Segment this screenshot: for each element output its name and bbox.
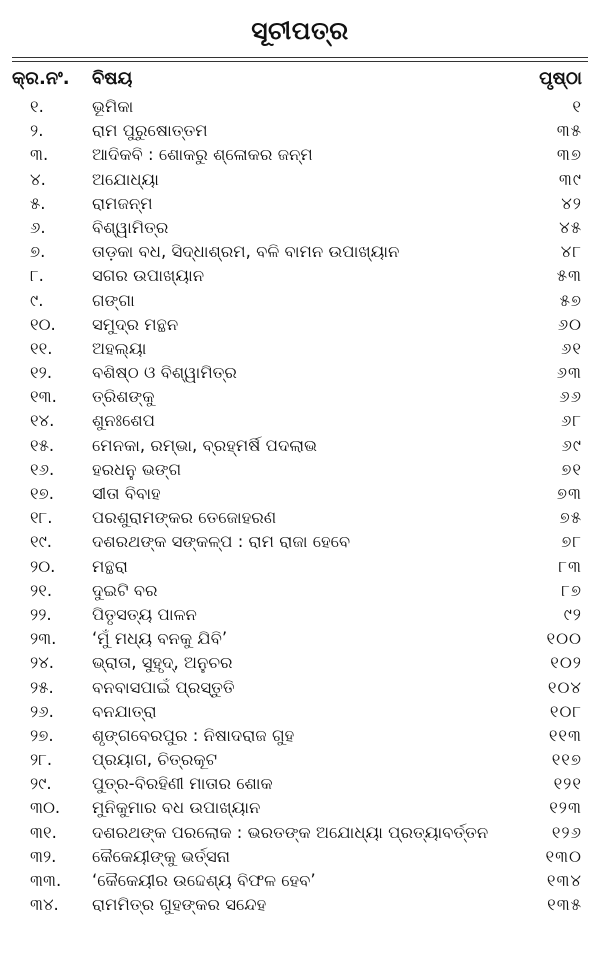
entry-page-number: ୧୧୭: [551, 750, 582, 770]
entry-number: ୨୬.: [30, 701, 54, 721]
entry-page-number: ୬୬: [559, 387, 582, 407]
contents-entry: [0, 869, 600, 893]
contents-entry: [0, 289, 600, 313]
entry-subject: ତ୍ରିଶଙ୍କୁ: [92, 387, 155, 407]
contents-entry: [0, 651, 600, 675]
entry-subject: ଦଶରଥଙ୍କ ପରଲୋକ : ଭରତଙ୍କ ଅଯୋଧ୍ୟା ପ୍ରତ୍ୟାବର୍ତ୍ତନ: [92, 822, 489, 842]
entry-number: ୩୧.: [30, 822, 57, 842]
entry-number: ୧୨.: [30, 363, 53, 383]
entry-number: ୧୭.: [30, 484, 54, 503]
contents-entry: [0, 555, 600, 579]
entry-page-number: ୧୦୮: [549, 701, 582, 721]
entry-page-number: ୧୩୦: [545, 846, 582, 866]
entry-number: ୪.: [30, 169, 46, 189]
contents-entry: [0, 95, 600, 119]
contents-entry: [0, 579, 600, 603]
header-page: ପୃଷ୍ଠା: [539, 68, 582, 89]
contents-entry: [0, 506, 600, 530]
contents-entry: [0, 361, 600, 385]
entry-page-number: ୭୩: [556, 484, 582, 503]
header-subject: ବିଷୟ: [92, 68, 133, 89]
entry-number: ୫.: [30, 193, 46, 213]
entry-subject: ସଗର ଉପାଖ୍ୟାନ: [92, 266, 205, 286]
entry-number: ୧୧.: [30, 338, 53, 358]
entry-number: ୩୦.: [30, 798, 61, 818]
contents-entry: [0, 676, 600, 700]
entry-number: ୨.: [30, 121, 44, 141]
contents-entry: [0, 240, 600, 264]
contents-entry: [0, 409, 600, 433]
entry-page-number: ୧୨୬: [551, 822, 582, 842]
entry-number: ୨୧.: [30, 580, 53, 600]
entry-subject: ରାମମିତ୍ର ଗୁହଙ୍କର ସନ୍ଦେହ: [92, 895, 267, 915]
contents-entry: [0, 627, 600, 651]
contents-entry: [0, 772, 600, 796]
contents-entry: [0, 796, 600, 820]
entry-subject: ଆଦିକବି : ଶୋକରୁ ଶ୍ଳୋକର ଜନ୍ମ: [92, 145, 313, 165]
entry-page-number: ୧: [572, 97, 582, 116]
entry-page-number: ୪୫: [559, 217, 582, 237]
contents-entry: [0, 482, 600, 506]
entry-number: ୨୨.: [30, 604, 52, 624]
entry-page-number: ୧୧୩: [548, 725, 582, 745]
contents-entry: [0, 748, 600, 772]
contents-entry: [0, 264, 600, 288]
entry-number: ୨୮.: [30, 750, 53, 770]
contents-entry: [0, 192, 600, 216]
entry-subject: ‘ମୁଁ ମଧ୍ୟ ବନକୁ ଯିବି’: [92, 629, 228, 649]
contents-entry: [0, 893, 600, 917]
entry-page-number: ୭୮: [561, 532, 582, 552]
entry-page-number: ୪୮: [560, 242, 582, 262]
contents-entry: [0, 313, 600, 337]
entry-page-number: ୬୯: [561, 435, 582, 455]
entry-subject: ବଶିଷ୍ଠ ଓ ବିଶ୍ୱାମିତ୍ର: [92, 363, 237, 383]
contents-entry: [0, 337, 600, 361]
entry-subject: ପ୍ରୟାଗ, ଚିତ୍ରକୂଟ: [92, 750, 218, 770]
entry-subject: ପରଶୁରାମଙ୍କର ତେଜୋହରଣ: [92, 508, 277, 528]
contents-entry: [0, 168, 600, 192]
entry-subject: ଭ୍ରାତା, ସୁହୃଦ୍, ଅନୁଚର: [92, 653, 233, 673]
entry-page-number: ୬୦: [557, 314, 582, 334]
entry-number: ୭.: [30, 242, 46, 262]
title-divider-bottom: [12, 61, 588, 62]
contents-entry: [0, 845, 600, 869]
entry-number: ୬.: [30, 217, 46, 237]
contents-entry: [0, 724, 600, 748]
entry-number: ୩୪.: [30, 895, 59, 915]
entry-subject: ‘କୈକେୟୀର ଉଦ୍ଦେଶ୍ୟ ବିଫଳ ହେବ’: [92, 871, 316, 890]
entry-page-number: ୬୩: [556, 363, 582, 383]
entry-page-number: ୮୭: [561, 580, 582, 600]
entry-page-number: ୧୨୩: [549, 798, 582, 818]
entry-page-number: ୧୩୫: [547, 895, 582, 915]
contents-entry: [0, 434, 600, 458]
contents-entry: [0, 119, 600, 143]
entry-subject: ବନବାସପାଇଁ ପ୍ରସ୍ତୁତି: [92, 677, 235, 697]
entry-page-number: ୧୦୪: [547, 677, 582, 697]
entry-page-number: ୯୨: [563, 604, 582, 624]
entry-subject: କୈକେୟୀଙ୍କୁ ଭର୍ତ୍ସନା: [92, 846, 231, 866]
entry-subject: ଅହଲ୍ୟା: [92, 338, 147, 358]
entry-number: ୧୮.: [30, 508, 53, 528]
table-header: [0, 66, 600, 96]
entry-subject: ବିଶ୍ୱାମିତ୍ର: [92, 217, 169, 237]
contents-entry: [0, 821, 600, 845]
entry-page-number: ୬୮: [561, 411, 582, 431]
entry-number: ୧୬.: [30, 459, 55, 479]
title-divider-top: [12, 57, 588, 58]
entry-number: ୯.: [30, 290, 44, 310]
entry-subject: ମନ୍ଥରା: [92, 556, 128, 576]
entry-subject: ରାମଜନ୍ମ: [92, 193, 153, 213]
entry-page-number: ୪୨: [561, 193, 582, 213]
entry-subject: ସୀତା ବିବାହ: [92, 484, 161, 503]
contents-entry: [0, 603, 600, 627]
entry-subject: ସମୁଦ୍ର ମନ୍ଥନ: [92, 314, 179, 334]
entry-subject: ଭୂମିକା: [92, 97, 134, 116]
entry-number: ୧୩.: [30, 387, 57, 407]
entry-subject: ଦଶରଥଙ୍କ ସଙ୍କଳ୍ପ : ରାମ ରାଜା ହେବେ: [92, 532, 351, 552]
entry-page-number: ୩୭: [556, 145, 582, 165]
entry-subject: ତାଡ଼କା ବଧ, ସିଦ୍ଧାଶ୍ରମ, ବଳି ବାମନ ଉପାଖ୍ୟାନ: [92, 242, 400, 262]
contents-entry: [0, 143, 600, 167]
entry-subject: ରାମ ପୁରୁଷୋତ୍ତମ: [92, 121, 208, 141]
entry-number: ୧୫.: [30, 435, 55, 455]
entry-page-number: ୧୨୧: [553, 774, 582, 794]
entry-subject: ବନଯାତ୍ରା: [92, 701, 157, 721]
entry-page-number: ୭୫: [559, 508, 582, 528]
entry-number: ୨୩.: [30, 629, 57, 649]
contents-entry: [0, 458, 600, 482]
entry-page-number: ୩୯: [558, 169, 582, 189]
entry-number: ୨୭.: [30, 725, 54, 745]
entry-subject: ଗଙ୍ଗା: [92, 290, 135, 310]
entry-number: ୨୦.: [30, 556, 56, 576]
contents-entry: [0, 530, 600, 554]
entry-page-number: ୮୩: [558, 556, 582, 576]
entry-page-number: ୧୦୨: [550, 653, 582, 673]
entry-subject: ଶୁନଃଶେପ: [92, 411, 155, 431]
entry-number: ୩୨.: [30, 846, 57, 866]
entry-page-number: ୧୦୦: [546, 629, 582, 649]
entry-subject: ପୁତ୍ର-ବିରହିଣୀ ମାତାର ଶୋକ: [92, 774, 273, 794]
entry-number: ୨୯.: [30, 774, 52, 794]
entry-page-number: ୫୭: [559, 290, 582, 310]
entry-subject: ମୁନିକୁମାର ବଧ ଉପାଖ୍ୟାନ: [92, 798, 261, 818]
contents-entry: [0, 385, 600, 409]
entry-number: ୧୪.: [30, 411, 55, 431]
entry-page-number: ୬୧: [561, 338, 582, 358]
entry-subject: ପିତୃସତ୍ୟ ପାଳନ: [92, 604, 197, 624]
page-title: ସୂଚୀପତ୍ର: [251, 16, 349, 45]
header-number: କ୍ର.ନଂ.: [12, 68, 70, 89]
entry-number: ୩.: [30, 145, 49, 165]
entry-page-number: ୧୩୪: [546, 871, 582, 890]
entry-number: ୨୪.: [30, 653, 55, 673]
entry-number: ୩୩.: [30, 871, 62, 890]
entry-number: ୧୯.: [30, 532, 53, 552]
entry-page-number: ୩୫: [556, 121, 582, 141]
entry-number: ୮.: [30, 266, 44, 286]
entry-subject: ମେନକା, ରମ୍ଭା, ବ୍ରହ୍ମର୍ଷି ପଦଲାଭ: [92, 435, 317, 455]
entry-number: ୧.: [30, 97, 44, 116]
entry-number: ୨୫.: [30, 677, 54, 697]
entry-subject: ଦୁଇଟି ବର: [92, 580, 158, 600]
entry-subject: ହରଧନୁ ଭଙ୍ଗ: [92, 459, 182, 479]
contents-entry: [0, 216, 600, 240]
entry-subject: ଶୃଙ୍ଗବେରପୁର : ନିଷାଦରାଜ ଗୁହ: [92, 725, 295, 745]
entry-page-number: ୭୧: [561, 459, 582, 479]
entry-number: ୧୦.: [30, 314, 56, 334]
contents-list: [0, 95, 600, 917]
entry-page-number: ୫୩: [556, 266, 582, 286]
entry-subject: ଅଯୋଧ୍ୟା: [92, 169, 159, 189]
contents-entry: [0, 700, 600, 724]
